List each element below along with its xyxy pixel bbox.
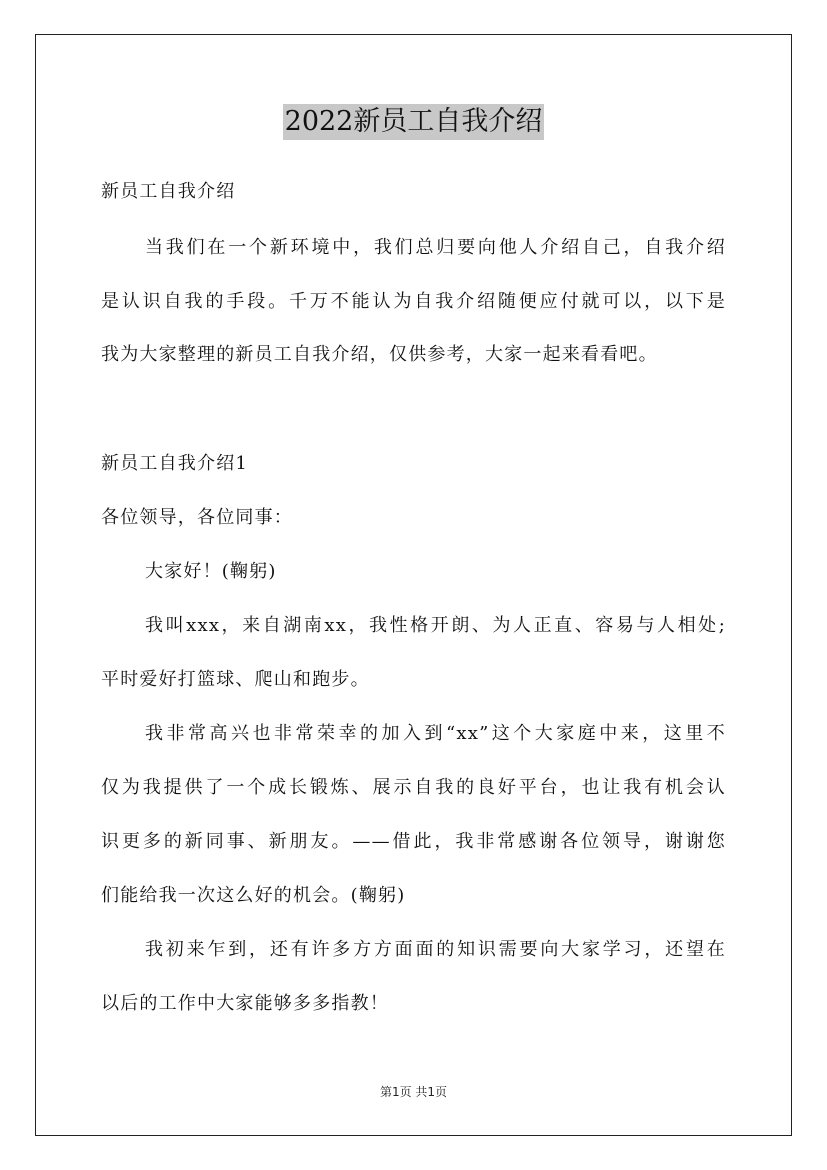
paragraph-line: 识更多的新同事、新朋友。——借此，我非常感谢各位领导，谢谢您 bbox=[101, 831, 726, 852]
title-container bbox=[0, 104, 827, 140]
paragraph-line: 我叫xxx，来自湖南xx，我性格开朗、为人正直、容易与人相处; bbox=[145, 615, 726, 636]
paragraph-line: 我为大家整理的新员工自我介绍，仅供参考，大家一起来看看吧。 bbox=[101, 344, 658, 365]
paragraph-line: 我非常高兴也非常荣幸的加入到“xx”这个大家庭中来，这里不 bbox=[145, 723, 726, 744]
paragraph-line: 我初来乍到，还有许多方方面面的知识需要向大家学习，还望在 bbox=[145, 939, 726, 960]
paragraph-line: 平时爱好打篮球、爬山和跑步。 bbox=[101, 669, 370, 690]
section-heading: 新员工自我介绍1 bbox=[101, 453, 249, 474]
paragraph-line: 仅为我提供了一个成长锻炼、展示自我的良好平台，也让我有机会认 bbox=[101, 777, 726, 798]
section-heading: 新员工自我介绍 bbox=[101, 181, 236, 202]
page-footer: 第1页 共1页 bbox=[379, 1085, 448, 1099]
paragraph-line: 以后的工作中大家能够多多指教！ bbox=[101, 993, 389, 1014]
paragraph-line: 们能给我一次这么好的机会。(鞠躬) bbox=[101, 885, 406, 906]
document-title: 2022新员工自我介绍 bbox=[283, 104, 545, 140]
greeting-line: 大家好！(鞠躬) bbox=[145, 561, 277, 582]
paragraph-line: 当我们在一个新环境中，我们总归要向他人介绍自己，自我介绍 bbox=[145, 237, 726, 258]
paragraph-line: 是认识自我的手段。千万不能认为自我介绍随便应付就可以，以下是 bbox=[101, 291, 726, 312]
salutation-line: 各位领导，各位同事： bbox=[101, 507, 293, 528]
